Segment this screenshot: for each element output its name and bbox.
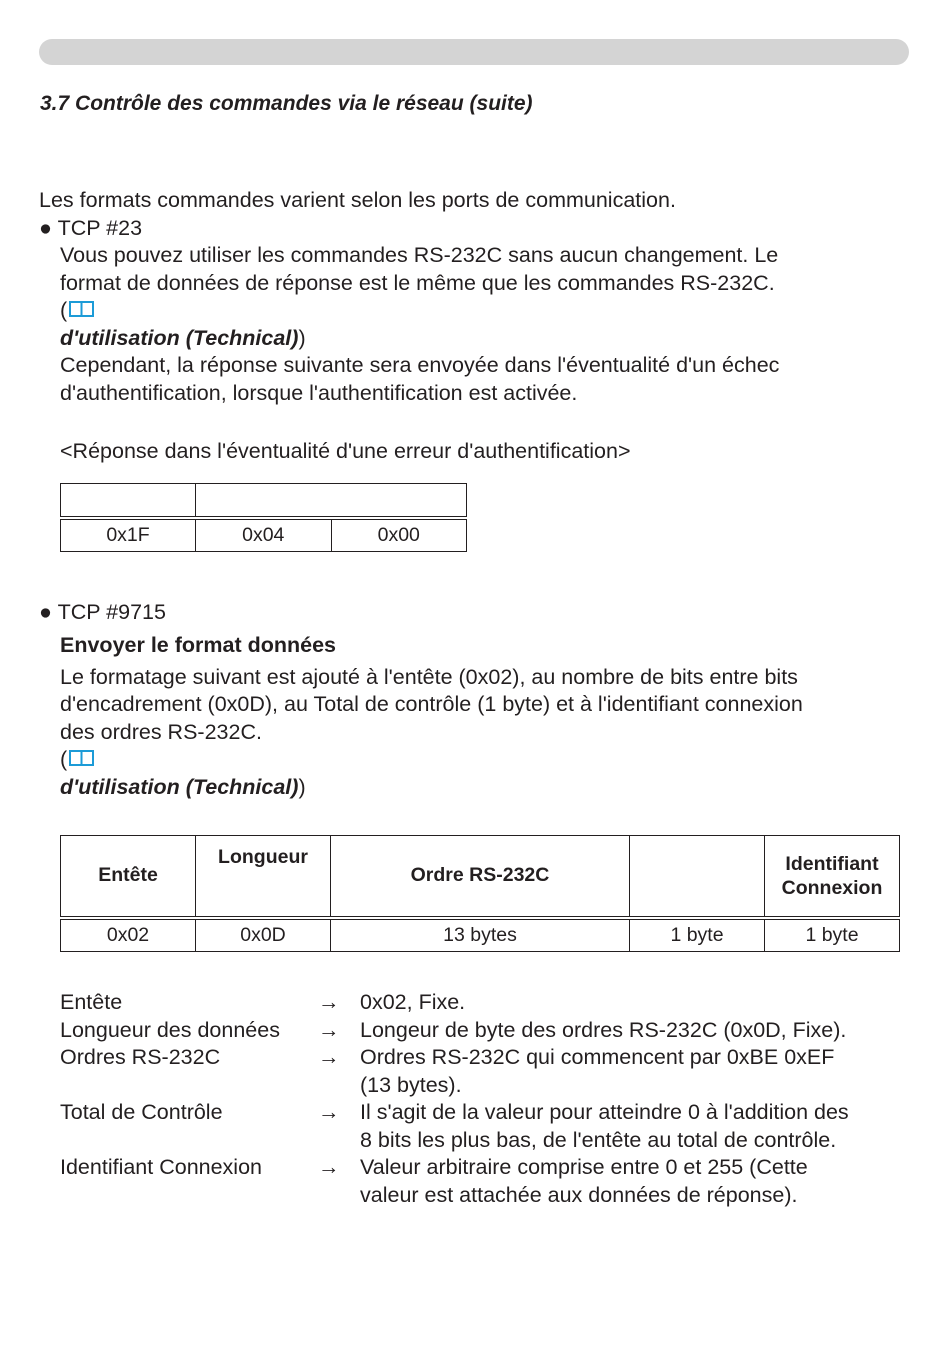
- tcp23-line4: d'authentification, lorsque l'authentification est activée.: [60, 381, 578, 405]
- tcp9715-line2: d'encadrement (0x0D), au Total de contrôle (1 byte) et à l'identifiant connexion: [60, 692, 803, 716]
- arrow-icon: →: [318, 1100, 340, 1124]
- tcp23-line2: format de données de réponse est le même que les commandes RS-232C.: [60, 271, 775, 295]
- ref-close-paren: ): [298, 326, 306, 350]
- definition-text: Ordres RS-232C qui commencent par 0xBE 0xEF: [360, 1045, 835, 1069]
- definition-text: 0x02, Fixe.: [360, 990, 466, 1014]
- arrow-icon: →: [318, 1018, 340, 1042]
- error-table-head-1: [61, 484, 196, 518]
- send-format-table: [60, 835, 900, 952]
- error-table-head-2: [196, 484, 467, 518]
- tcp9715-ref-title: [60, 774, 306, 802]
- definition-term: Ordres RS-232C: [60, 1045, 221, 1069]
- definition-row: [0, 1154, 950, 1210]
- header-ordre-rs232c: Ordre RS-232C: [331, 836, 630, 918]
- ref-title: d'utilisation (Technical): [60, 775, 299, 799]
- definition-term: Entête: [60, 990, 123, 1014]
- definition-row: [0, 1099, 950, 1155]
- arrow-icon: →: [318, 1045, 340, 1069]
- definition-text-cont: 8 bits les plus bas, de l'entête au total de contrôle.: [360, 1128, 837, 1152]
- header-bar: [39, 39, 909, 65]
- header-checksum: [630, 836, 765, 918]
- definition-term: Identifiant Connexion: [60, 1155, 263, 1179]
- arrow-icon: →: [318, 1155, 340, 1179]
- error-response-table: [60, 483, 467, 552]
- definition-term: Total de Contrôle: [60, 1100, 223, 1124]
- tcp23-line3: Cependant, la réponse suivante sera envoyée dans l'éventualité d'un échec: [60, 353, 780, 377]
- error-caption: <Réponse dans l'éventualité d'une erreur d'authentification>: [60, 439, 631, 463]
- header-identifiant: Identifiant: [785, 852, 879, 875]
- book-icon: [68, 748, 95, 768]
- subheading-send-format: Envoyer le format données: [60, 633, 336, 657]
- tcp9715-line1: Le formatage suivant est ajouté à l'entête (0x02), au nombre de bits entre bits: [60, 665, 798, 689]
- definition-text: Longeur de byte des ordres RS-232C (0x0D, Fixe).: [360, 1018, 847, 1042]
- bullet-tcp9715: ● TCP #9715: [39, 600, 166, 624]
- definition-text: Valeur arbitraire comprise entre 0 et 255 (Cette: [360, 1155, 808, 1179]
- format-table-cell: 1 byte: [765, 918, 900, 952]
- bullet-tcp23: ● TCP #23: [39, 216, 143, 240]
- ref-open-paren: (: [60, 747, 68, 771]
- header-longueur: Longueur: [196, 836, 331, 918]
- tcp9715-ref-line: [60, 746, 95, 774]
- header-entete: Entête: [61, 836, 196, 918]
- definition-row: [0, 1017, 950, 1045]
- error-table-cell: 0x04: [196, 518, 332, 552]
- definition-term: Longueur des données: [60, 1018, 280, 1042]
- format-table-cell: 0x02: [61, 918, 196, 952]
- format-table-cell: 0x0D: [196, 918, 331, 952]
- format-table-cell: 1 byte: [630, 918, 765, 952]
- format-table-cell: 13 bytes: [331, 918, 630, 952]
- error-table-cell: 0x00: [331, 518, 467, 552]
- header-connexion: Connexion: [781, 876, 883, 899]
- book-icon: [68, 299, 95, 319]
- tcp9715-line3: des ordres RS-232C.: [60, 720, 262, 744]
- section-title: 3.7 Contrôle des commandes via le réseau (suite): [40, 92, 533, 115]
- definition-row: [0, 1044, 950, 1100]
- tcp23-ref-title: [60, 325, 306, 353]
- error-table-cell: 0x1F: [61, 518, 196, 552]
- ref-title: d'utilisation (Technical): [60, 326, 299, 350]
- ref-close-paren: ): [298, 775, 306, 799]
- definition-row: [0, 989, 950, 1017]
- ref-open-paren: (: [60, 298, 68, 322]
- arrow-icon: →: [318, 990, 340, 1014]
- definition-text-cont: valeur est attachée aux données de réponse).: [360, 1183, 798, 1207]
- intro-text: Les formats commandes varient selon les ports de communication.: [39, 188, 676, 212]
- definition-text: Il s'agit de la valeur pour atteindre 0 à l'addition des: [360, 1100, 849, 1124]
- definition-text-cont: (13 bytes).: [360, 1073, 462, 1097]
- header-identifiant-connexion: [765, 836, 900, 918]
- tcp23-ref-line: [60, 297, 95, 325]
- tcp23-line1: Vous pouvez utiliser les commandes RS-232C sans aucun changement. Le: [60, 243, 779, 267]
